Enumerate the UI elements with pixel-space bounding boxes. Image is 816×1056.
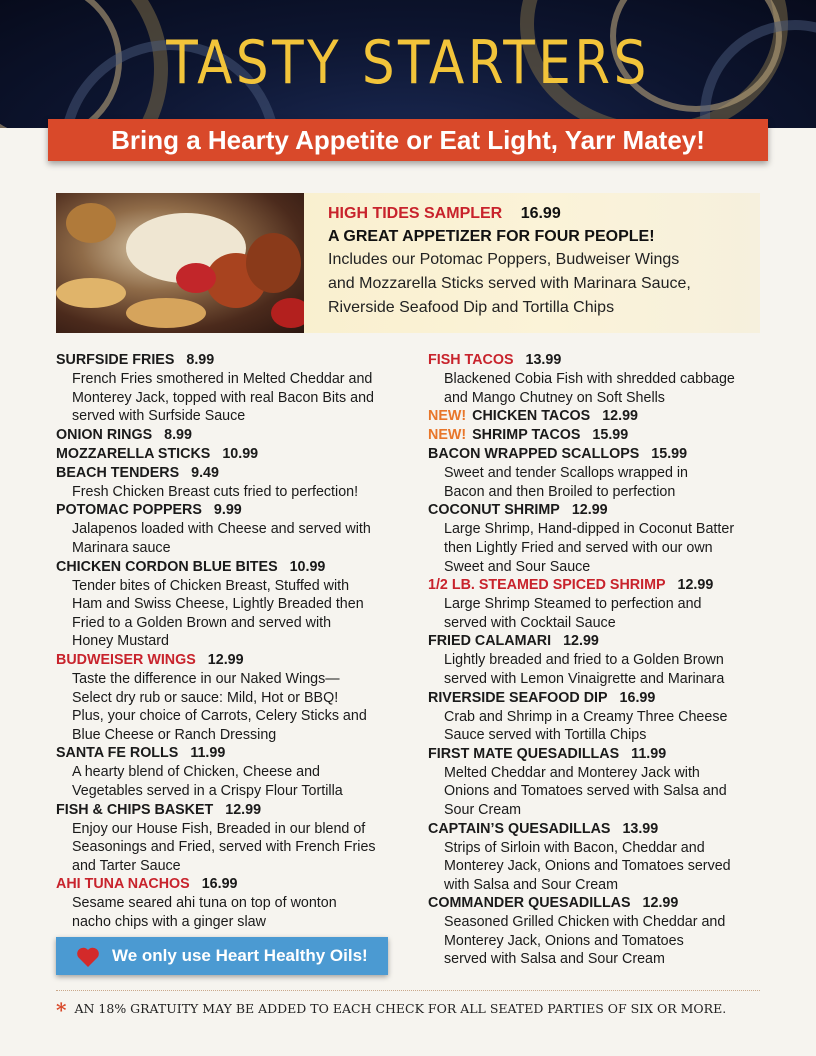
page-title: TASTY STARTERS bbox=[166, 28, 650, 98]
new-badge: NEW! bbox=[428, 427, 467, 444]
menu-item-name: RIVERSIDE SEAFOOD DIP bbox=[428, 689, 608, 706]
menu-item-description: served with Lemon Vinaigrette and Marinara bbox=[444, 670, 725, 687]
menu-item bbox=[56, 875, 416, 931]
menu-item-header bbox=[428, 426, 768, 445]
menu-item bbox=[428, 894, 768, 969]
menu-item-header bbox=[428, 820, 768, 839]
menu-item bbox=[428, 407, 768, 426]
menu-item bbox=[56, 501, 416, 557]
menu-item-description: Blue Cheese or Ranch Dressing bbox=[72, 726, 277, 743]
menu-item bbox=[56, 426, 416, 445]
menu-item-description: Sesame seared ahi tuna on top of wonton bbox=[72, 895, 337, 912]
menu-item-header bbox=[428, 576, 768, 595]
menu-item-description: Fresh Chicken Breast cuts fried to perfection! bbox=[72, 483, 359, 500]
menu-item-description: Vegetables served in a Crispy Flour Tortilla bbox=[72, 782, 343, 799]
menu-item-name: POTOMAC POPPERS bbox=[56, 502, 202, 519]
sampler-name: HIGH TIDES SAMPLER bbox=[328, 205, 503, 222]
menu-item-price: 9.99 bbox=[213, 502, 242, 519]
menu-item-description: Large Shrimp, Hand-dipped in Coconut Batter bbox=[444, 521, 735, 538]
menu-item-header bbox=[56, 744, 416, 763]
menu-item-description: Monterey Jack, Onions and Tomatoes bbox=[444, 932, 684, 949]
menu-item-price: 15.99 bbox=[651, 446, 688, 463]
menu-item bbox=[428, 445, 768, 501]
menu-column-right bbox=[428, 351, 768, 969]
menu-item-name: BACON WRAPPED SCALLOPS bbox=[428, 446, 640, 463]
sampler-description bbox=[328, 248, 758, 320]
menu-item-price: 12.99 bbox=[677, 577, 714, 594]
menu-item-header bbox=[428, 351, 768, 370]
menu-item-header bbox=[428, 501, 768, 520]
menu-item-description: Melted Cheddar and Monterey Jack with bbox=[444, 764, 700, 781]
menu-item-header bbox=[56, 558, 416, 577]
menu-item-header bbox=[56, 875, 416, 894]
menu-item-description: Sauce served with Tortilla Chips bbox=[444, 727, 647, 744]
gratuity-footnote bbox=[56, 998, 776, 1022]
menu-item-price: 16.99 bbox=[619, 689, 656, 706]
menu-item-price: 16.99 bbox=[201, 876, 238, 893]
menu-item-name: SANTA FE ROLLS bbox=[56, 745, 179, 762]
menu-item-price: 15.99 bbox=[592, 427, 629, 444]
menu-item bbox=[428, 632, 768, 688]
menu-item-price: 10.99 bbox=[289, 558, 326, 575]
menu-item-name: SHRIMP TACOS bbox=[472, 427, 581, 444]
sampler-desc-line: Riverside Seafood Dip and Tortilla Chips bbox=[328, 299, 615, 316]
menu-item-description: French Fries smothered in Melted Cheddar and bbox=[72, 371, 373, 387]
menu-item bbox=[428, 501, 768, 576]
menu-item-description: Jalapenos loaded with Cheese and served with bbox=[72, 521, 371, 538]
menu-item-price: 8.99 bbox=[186, 352, 215, 368]
tagline-banner: Bring a Hearty Appetite or Eat Light, Yarr Matey! bbox=[48, 119, 768, 161]
menu-item-description: Monterey Jack, Onions and Tomatoes served bbox=[444, 858, 731, 875]
menu-item-price: 12.99 bbox=[642, 895, 679, 912]
menu-item-price: 11.99 bbox=[190, 745, 226, 762]
menu-item-description: Plus, your choice of Carrots, Celery Sticks and bbox=[72, 708, 367, 725]
menu-item-description: served with Salsa and Sour Cream bbox=[444, 951, 665, 968]
menu-item-name: COMMANDER QUESADILLAS bbox=[428, 895, 631, 912]
menu-item bbox=[56, 445, 416, 464]
menu-item-description: Onions and Tomatoes served with Salsa and bbox=[444, 783, 727, 800]
menu-item bbox=[428, 820, 768, 895]
menu-item-header bbox=[428, 445, 768, 464]
menu-column-left bbox=[56, 351, 416, 931]
menu-item-description: served with Cocktail Sauce bbox=[444, 614, 616, 631]
menu-item-header bbox=[428, 894, 768, 913]
appetizer-photo bbox=[56, 193, 304, 333]
new-badge: NEW! bbox=[428, 408, 467, 425]
menu-item-header bbox=[428, 745, 768, 764]
menu-item-description: served with Surfside Sauce bbox=[72, 408, 246, 425]
heart-healthy-note bbox=[56, 937, 388, 975]
menu-item-price: 11.99 bbox=[631, 745, 667, 762]
menu-item-description: Sour Cream bbox=[444, 801, 522, 818]
menu-item-name: SURFSIDE FRIES bbox=[56, 352, 175, 368]
menu-item bbox=[428, 351, 768, 407]
menu-item-name: BUDWEISER WINGS bbox=[56, 651, 196, 668]
menu-item bbox=[56, 801, 416, 876]
menu-item-description: with Salsa and Sour Cream bbox=[444, 876, 619, 893]
menu-item bbox=[56, 744, 416, 800]
menu-item bbox=[56, 651, 416, 744]
menu-item-header bbox=[56, 464, 416, 483]
header-band bbox=[0, 0, 816, 128]
menu-item-header bbox=[428, 632, 768, 651]
menu-item-description: Bacon and then Broiled to perfection bbox=[444, 483, 676, 500]
menu-item-price: 10.99 bbox=[222, 445, 259, 462]
menu-item-name: MOZZARELLA STICKS bbox=[56, 445, 211, 462]
menu-item-header bbox=[428, 689, 768, 708]
menu-item-description: Honey Mustard bbox=[72, 633, 169, 650]
menu-item-price: 12.99 bbox=[207, 651, 244, 668]
menu-item-description: Sweet and tender Scallops wrapped in bbox=[444, 465, 688, 482]
menu-item-description: Enjoy our House Fish, Breaded in our blend of bbox=[72, 820, 366, 837]
menu-item-name: BEACH TENDERS bbox=[56, 464, 180, 481]
menu-item bbox=[428, 745, 768, 820]
menu-item-price: 9.49 bbox=[191, 464, 219, 481]
menu-item-header bbox=[428, 407, 768, 426]
menu-item-name: FISH TACOS bbox=[428, 352, 514, 368]
sampler-subtitle: A GREAT APPETIZER FOR FOUR PEOPLE! bbox=[328, 228, 655, 245]
menu-item-header bbox=[56, 351, 416, 370]
menu-item-description: Select dry rub or sauce: Mild, Hot or BBQ! bbox=[72, 689, 339, 706]
menu-item-price: 13.99 bbox=[622, 820, 659, 837]
menu-item-description: Crab and Shrimp in a Creamy Three Cheese bbox=[444, 708, 728, 725]
menu-item-description: Seasoned Grilled Chicken with Cheddar and bbox=[444, 914, 726, 931]
heart-icon bbox=[76, 946, 100, 968]
sampler-price: 16.99 bbox=[520, 205, 561, 222]
menu-item-name: ONION RINGS bbox=[56, 426, 153, 443]
menu-item-name: FISH & CHIPS BASKET bbox=[56, 801, 214, 818]
menu-item-price: 13.99 bbox=[525, 352, 562, 368]
menu-item-name: CHICKEN TACOS bbox=[472, 408, 591, 425]
menu-item-header bbox=[56, 651, 416, 670]
menu-item-name: AHI TUNA NACHOS bbox=[56, 876, 190, 893]
menu-item-description: Marinara sauce bbox=[72, 539, 171, 556]
menu-item-price: 8.99 bbox=[164, 426, 192, 443]
sampler-desc-line: and Mozzarella Sticks served with Marinara Sauce, bbox=[328, 275, 691, 292]
menu-item-description: Taste the difference in our Naked Wings— bbox=[72, 670, 340, 687]
heart-note-text: We only use Heart Healthy Oils! bbox=[112, 946, 368, 965]
menu-item-header bbox=[56, 801, 416, 820]
menu-item-description: Large Shrimp Steamed to perfection and bbox=[444, 596, 702, 613]
menu-item-name: FRIED CALAMARI bbox=[428, 633, 552, 650]
menu-item-description: Tender bites of Chicken Breast, Stuffed with bbox=[72, 577, 350, 594]
menu-item-description: Monterey Jack, topped with real Bacon Bits and bbox=[72, 389, 374, 406]
menu-item bbox=[428, 689, 768, 745]
menu-item-name: COCONUT SHRIMP bbox=[428, 502, 560, 519]
menu-item-description: nacho chips with a ginger slaw bbox=[72, 913, 266, 930]
footer-divider bbox=[56, 990, 760, 991]
menu-item-name: CAPTAIN’S QUESADILLAS bbox=[428, 820, 611, 837]
menu-item-description: Fried to a Golden Brown and served with bbox=[72, 614, 332, 631]
menu-item-description: Seasonings and Fried, served with French Fries bbox=[72, 839, 376, 856]
sampler-desc-line: Includes our Potomac Poppers, Budweiser Wings bbox=[328, 251, 680, 268]
menu-item-name: FIRST MATE QUESADILLAS bbox=[428, 745, 620, 762]
menu-item-header bbox=[56, 426, 416, 445]
asterisk-icon: * bbox=[56, 998, 67, 1022]
menu-item-price: 12.99 bbox=[563, 633, 599, 650]
menu-item-price: 12.99 bbox=[571, 502, 608, 519]
menu-item-header bbox=[56, 501, 416, 520]
menu-item bbox=[56, 558, 416, 651]
menu-item-description: Blackened Cobia Fish with shredded cabbage bbox=[444, 371, 735, 387]
menu-item-description: Lightly breaded and fried to a Golden Brown bbox=[444, 652, 724, 669]
menu-item-description: A hearty blend of Chicken, Cheese and bbox=[72, 764, 320, 781]
gratuity-text: AN 18% GRATUITY MAY BE ADDED TO EACH CHECK FOR ALL SEATED PARTIES OF SIX OR MORE. bbox=[74, 1001, 727, 1016]
menu-item bbox=[56, 351, 416, 426]
menu-item bbox=[428, 576, 768, 632]
menu-item bbox=[56, 464, 416, 502]
menu-item-header bbox=[56, 445, 416, 464]
sampler-feature bbox=[56, 193, 760, 333]
menu-item-description: and Tarter Sauce bbox=[72, 857, 181, 874]
menu-item-description: then Lightly Fried and served with our own bbox=[444, 539, 713, 556]
menu-item bbox=[428, 426, 768, 445]
menu-item-description: Ham and Swiss Cheese, Lightly Breaded then bbox=[72, 596, 364, 613]
menu-item-description: Strips of Sirloin with Bacon, Cheddar and bbox=[444, 839, 705, 856]
menu-item-price: 12.99 bbox=[602, 408, 638, 425]
menu-item-description: Sweet and Sour Sauce bbox=[444, 558, 591, 575]
menu-item-name: 1/2 LB. STEAMED SPICED SHRIMP bbox=[428, 577, 666, 594]
menu-item-name: CHICKEN CORDON BLUE BITES bbox=[56, 558, 278, 575]
menu-item-description: and Mango Chutney on Soft Shells bbox=[444, 389, 665, 406]
menu-item-price: 12.99 bbox=[225, 801, 262, 818]
